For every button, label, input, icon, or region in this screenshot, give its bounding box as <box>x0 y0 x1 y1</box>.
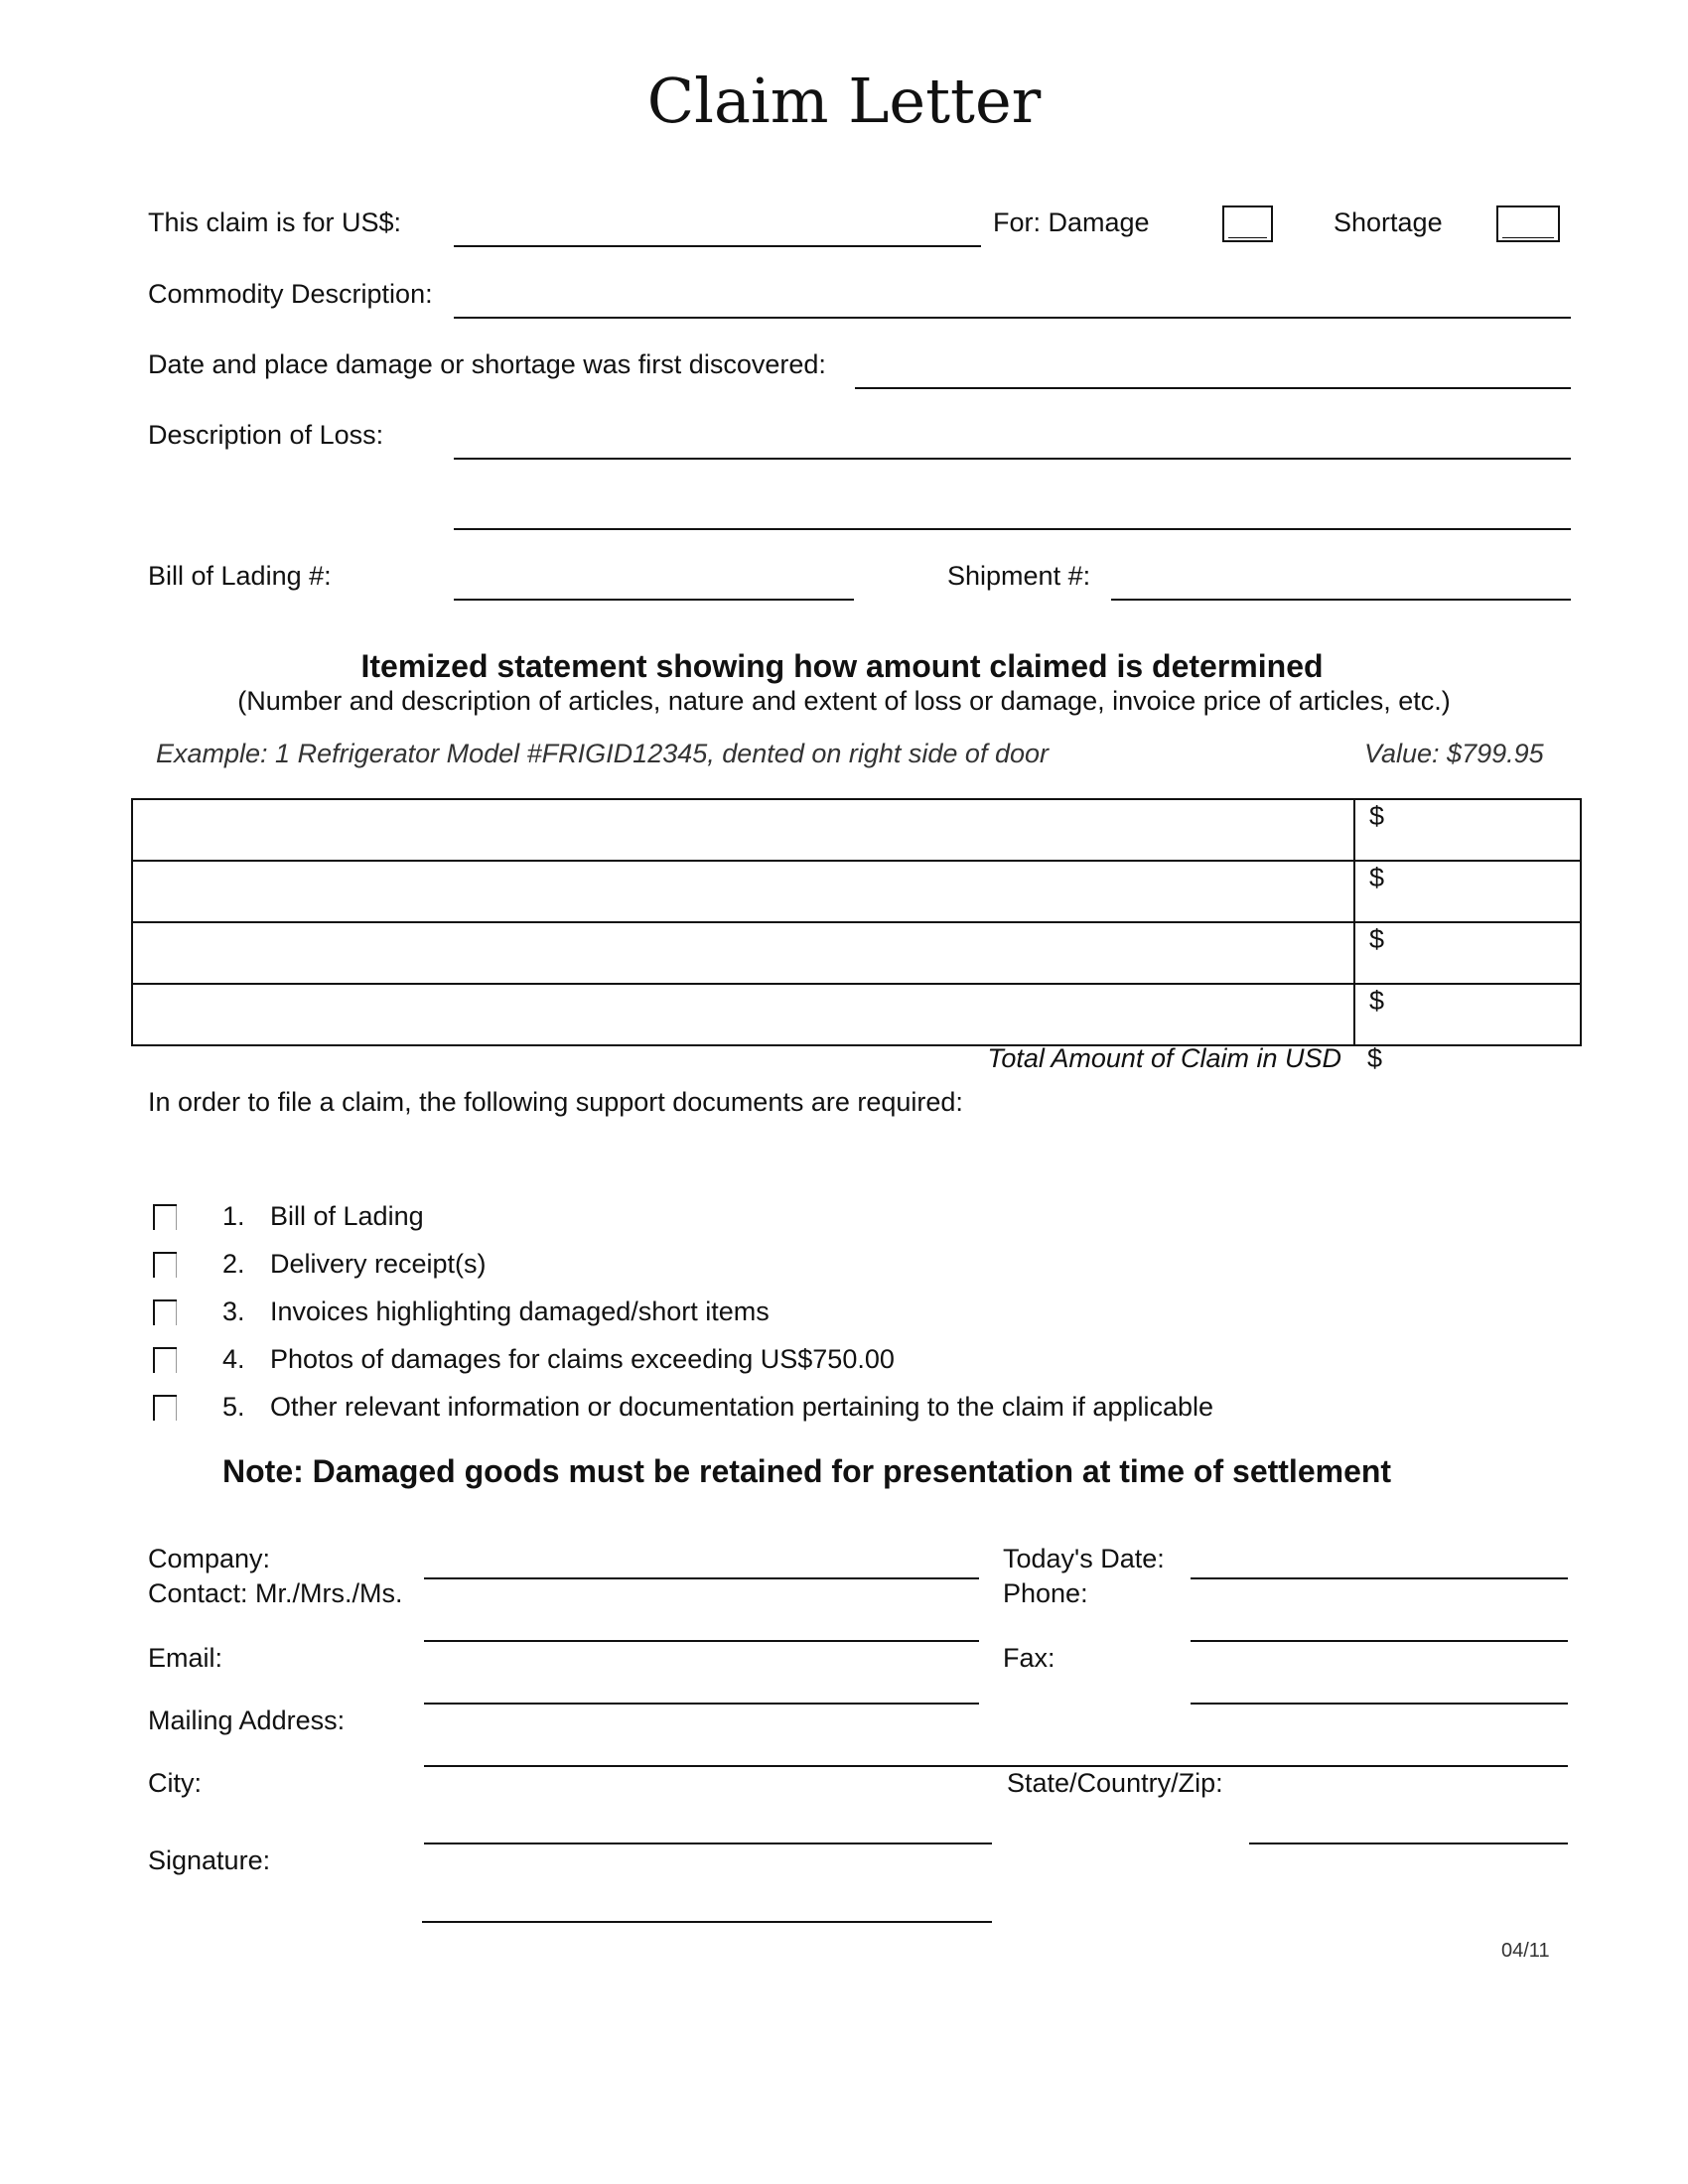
signature-field[interactable] <box>422 1921 992 1923</box>
list-item-number: 2. <box>222 1249 245 1279</box>
state-field[interactable] <box>1249 1843 1568 1844</box>
itemized-heading: Itemized statement showing how amount claimed is determined <box>360 648 1324 684</box>
contact-label: Contact: Mr./Mrs./Ms. <box>148 1578 403 1608</box>
list-item-label: Other relevant information or documentation pertaining to the claim if applicable <box>270 1392 1214 1422</box>
claim-amount-field[interactable] <box>454 245 981 247</box>
description-field-line-1[interactable] <box>454 458 1571 460</box>
shortage-label: Shortage <box>1334 207 1443 237</box>
item-description-cell[interactable] <box>132 861 1354 922</box>
support-intro: In order to file a claim, the following support documents are required: <box>148 1087 963 1117</box>
item-description-cell[interactable] <box>132 922 1354 984</box>
table-row <box>132 922 1581 984</box>
item-description-cell[interactable] <box>132 799 1354 861</box>
company-label: Company: <box>148 1544 271 1573</box>
itemized-example-value: Value: $799.95 <box>1364 739 1544 768</box>
itemized-subheading: (Number and description of articles, nature and extent of loss or damage, invoice price of articles, etc.) <box>237 686 1451 716</box>
table-row <box>132 984 1581 1045</box>
list-item-number: 5. <box>222 1392 245 1422</box>
description-field-line-2[interactable] <box>454 528 1571 530</box>
signature-label: Signature: <box>148 1845 271 1875</box>
revision-code: 04/11 <box>1501 1940 1550 1962</box>
shipment-label: Shipment #: <box>947 561 1091 591</box>
retention-note: Note: Damaged goods must be retained for presentation at time of settlement <box>222 1453 1392 1489</box>
itemized-example: Example: 1 Refrigerator Model #FRIGID12345, dented on right side of door <box>156 739 1049 768</box>
contact-field[interactable] <box>424 1640 979 1642</box>
page-title: Claim Letter <box>646 65 1042 137</box>
list-item-label: Invoices highlighting damaged/short items <box>270 1297 770 1326</box>
table-row <box>132 799 1581 861</box>
email-label: Email: <box>148 1643 223 1673</box>
state-label: State/Country/Zip: <box>1007 1768 1223 1798</box>
list-item-number: 1. <box>222 1201 245 1231</box>
address-field[interactable] <box>424 1765 1568 1767</box>
damage-label: For: Damage <box>993 207 1150 237</box>
itemized-table <box>131 798 1582 1046</box>
shipment-field[interactable] <box>1111 599 1571 601</box>
damage-checkbox[interactable] <box>1222 205 1273 242</box>
item-value-cell[interactable]: $ <box>1354 984 1581 1045</box>
support-item-checkbox[interactable] <box>153 1347 177 1373</box>
date-label: Today's Date: <box>1003 1544 1165 1573</box>
fax-field[interactable] <box>1191 1703 1568 1705</box>
item-value-cell[interactable]: $ <box>1354 922 1581 984</box>
support-item-checkbox[interactable] <box>153 1299 177 1325</box>
commodity-field[interactable] <box>454 317 1571 319</box>
item-value-cell[interactable]: $ <box>1354 861 1581 922</box>
list-item-number: 4. <box>222 1344 245 1374</box>
shortage-checkbox[interactable] <box>1496 205 1560 242</box>
support-item-checkbox[interactable] <box>153 1204 177 1230</box>
date-place-label: Date and place damage or shortage was first discovered: <box>148 349 826 379</box>
bol-field[interactable] <box>454 599 854 601</box>
support-item-checkbox[interactable] <box>153 1395 177 1421</box>
item-description-cell[interactable] <box>132 984 1354 1045</box>
phone-label: Phone: <box>1003 1578 1088 1608</box>
date-place-field[interactable] <box>855 387 1571 389</box>
city-label: City: <box>148 1768 202 1798</box>
fax-label: Fax: <box>1003 1643 1055 1673</box>
bol-label: Bill of Lading #: <box>148 561 332 591</box>
description-label: Description of Loss: <box>148 420 384 450</box>
address-label: Mailing Address: <box>148 1706 346 1735</box>
email-field[interactable] <box>424 1703 979 1705</box>
commodity-label: Commodity Description: <box>148 279 433 309</box>
list-item-label: Delivery receipt(s) <box>270 1249 487 1279</box>
claim-amount-label: This claim is for US$: <box>148 207 402 237</box>
item-value-cell[interactable]: $ <box>1354 799 1581 861</box>
table-row <box>132 861 1581 922</box>
list-item-number: 3. <box>222 1297 245 1326</box>
list-item-label: Photos of damages for claims exceeding US$750.00 <box>270 1344 895 1374</box>
date-field[interactable] <box>1191 1577 1568 1579</box>
city-field[interactable] <box>424 1843 992 1844</box>
list-item-label: Bill of Lading <box>270 1201 424 1231</box>
total-currency[interactable]: $ <box>1367 1043 1383 1073</box>
total-label: Total Amount of Claim in USD <box>987 1043 1341 1073</box>
support-item-checkbox[interactable] <box>153 1252 177 1278</box>
phone-field[interactable] <box>1191 1640 1568 1642</box>
company-field[interactable] <box>424 1577 979 1579</box>
